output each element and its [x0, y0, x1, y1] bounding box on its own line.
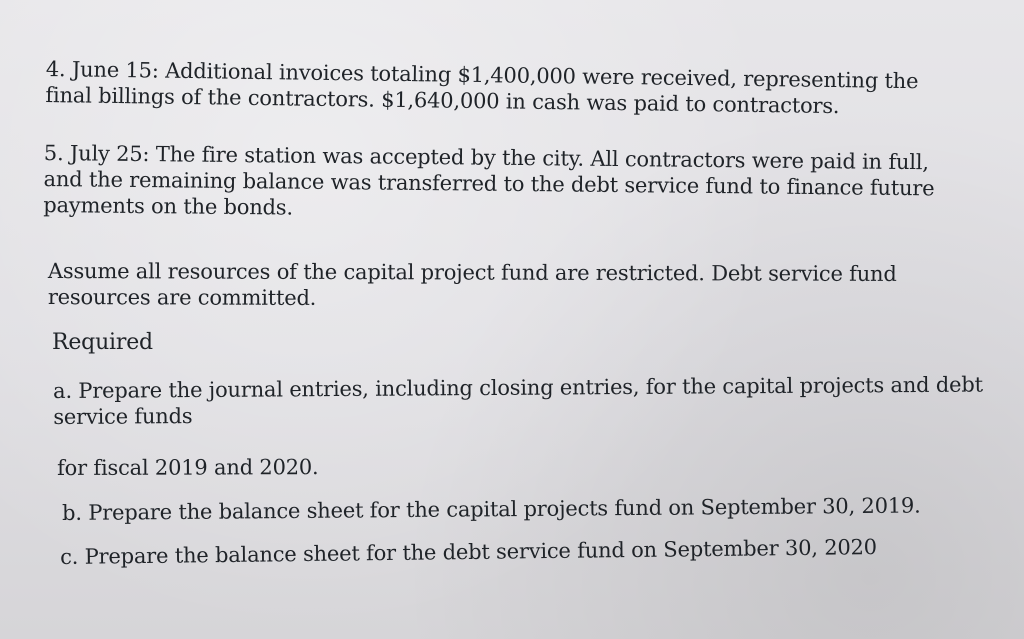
item-4-paragraph: 4. June 15: Additional invoices totaling $1,400,000 were received, representing the final billings of the contractors. $1,640,000 in cash was paid to contractors. — [45, 56, 919, 119]
requirement-b: b. Prepare the balance sheet for the capital projects fund on September 30, 2019. — [62, 493, 921, 525]
requirement-a-continued: for fiscal 2019 and 2020. — [57, 455, 319, 480]
requirement-a: a. Prepare the journal entries, including closing entries, for the capital projects and debt service funds — [53, 372, 983, 429]
required-heading: Required — [52, 330, 153, 355]
item-5-paragraph: 5. July 25: The fire station was accepted by the city. All contractors were paid in full, and the remaining balance was transferred to the debt service fund to finance future payments on the bonds. — [43, 140, 935, 220]
assumption-paragraph: Assume all resources of the capital project fund are restricted. Debt service fund resources are committed. — [47, 259, 897, 310]
requirement-c: c. Prepare the balance sheet for the debt service fund on September 30, 2020 — [60, 535, 878, 569]
